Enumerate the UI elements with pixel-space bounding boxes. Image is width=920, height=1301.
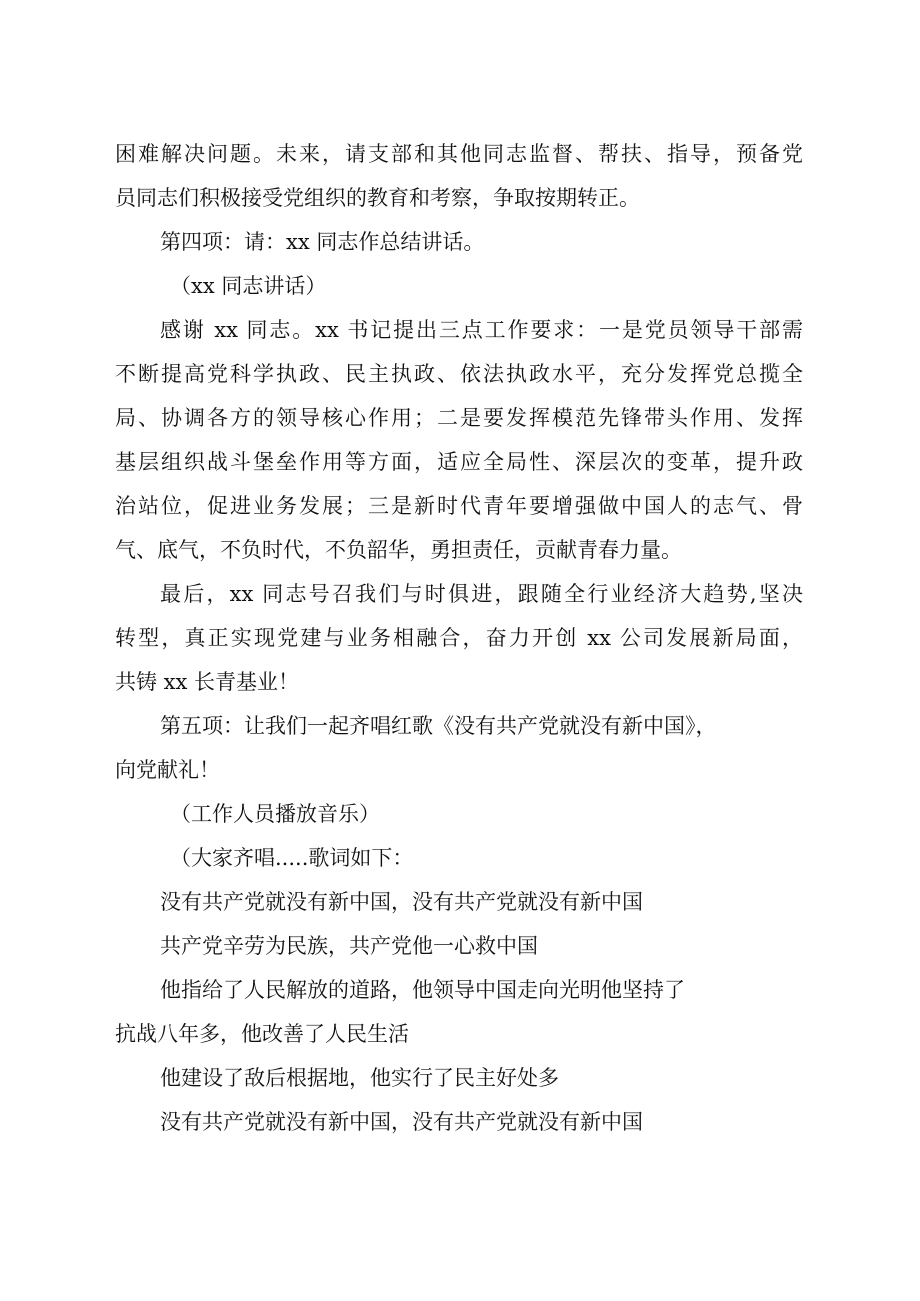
text-line: 他建设了敌后根据地，他实行了民主好处多 [160,1066,559,1090]
text-line: 第五项：让我们一起齐唱红歌《没有共产党就没有新中国》， [160,714,717,738]
text-line: 向党献礼！ [115,758,220,782]
text-line: 没有共产党就没有新中国，没有共产党就没有新中国 [160,890,643,914]
text-line: （xx 同志讲话） [170,274,327,298]
text-line: 基层组织战斗堡垒作用等方面，适应全局性、深层次的变革，提升政 [115,450,803,474]
text-line: 员同志们积极接受党组织的教育和考察，争取按期转正。 [115,186,640,210]
text-line: 最后，xx 同志号召我们与时俱进，跟随全行业经济大趋势,坚决 [160,582,803,606]
text-line: 抗战八年多，他改善了人民生活 [115,1022,409,1046]
text-line: 感谢 xx 同志。xx 书记提出三点工作要求：一是党员领导干部需 [160,318,803,342]
text-line: 困难解决问题。未来，请支部和其他同志监督、帮扶、指导，预备党 [115,142,803,166]
text-line: 气、底气，不负时代，不负韶华，勇担责任，贡献青春力量。 [115,538,682,562]
text-line: 局、协调各方的领导核心作用；二是要发挥模范先锋带头作用、发挥 [115,406,803,430]
text-line: 共铸 xx 长青基业！ [115,670,300,694]
text-line: （大家齐唱.....歌词如下： [170,846,414,870]
text-line: 第四项：请：xx 同志作总结讲话。 [160,230,485,254]
text-line: 没有共产党就没有新中国，没有共产党就没有新中国 [160,1110,643,1134]
text-line: 转型，真正实现党建与业务相融合，奋力开创 xx 公司发展新局面， [115,626,803,650]
text-line: 他指给了人民解放的道路，他领导中国走向光明他坚持了 [160,978,685,1002]
text-line: 不断提高党科学执政、民主执政、依法执政水平，充分发挥党总揽全 [115,362,803,386]
text-line: 治站位，促进业务发展；三是新时代青年要增强做中国人的志气、骨 [115,494,803,518]
text-line: （工作人员播放音乐） [170,802,380,826]
text-line: 共产党辛劳为民族，共产党他一心救中国 [160,934,538,958]
